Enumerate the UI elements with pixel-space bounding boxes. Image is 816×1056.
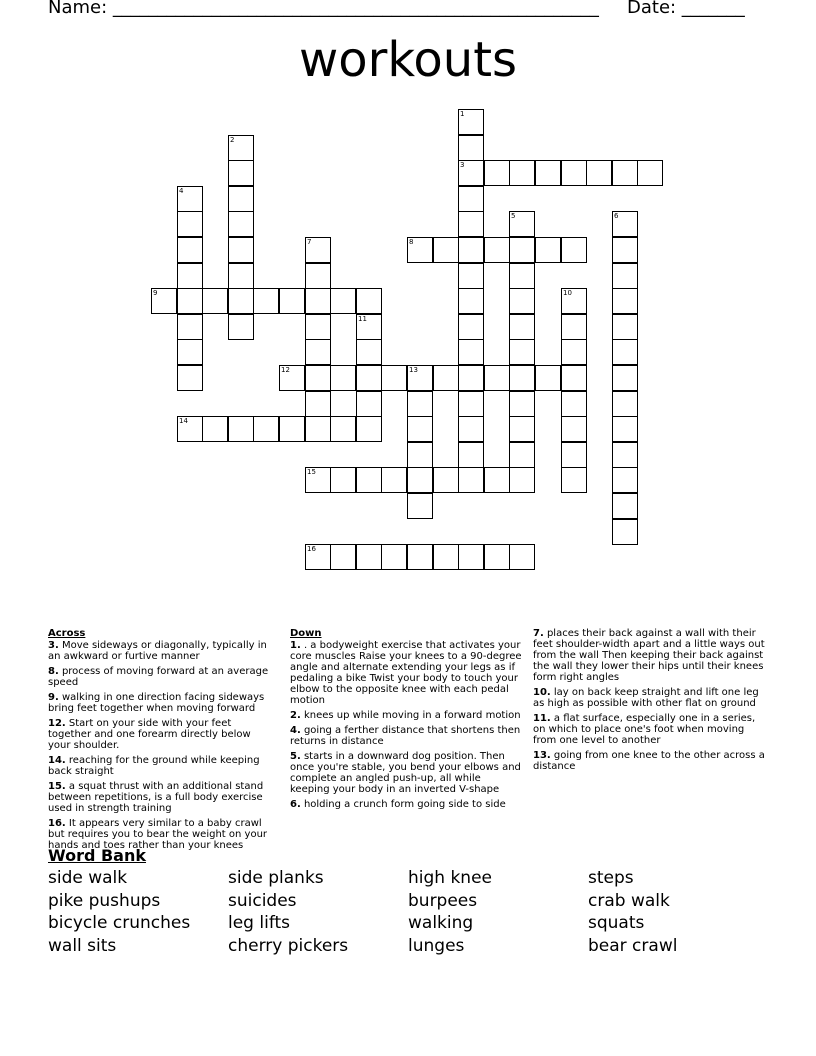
grid-cell[interactable]: [228, 186, 254, 212]
clue-number: 10: [563, 289, 572, 297]
down-clues: [290, 628, 522, 814]
clue-number: 14: [179, 417, 188, 425]
clue-item-text: Move sideways or diagonally, typically in an awkward or furtive manner: [48, 640, 267, 662]
clue-item-text: holding a crunch form going side to side: [300, 799, 506, 810]
grid-cell[interactable]: [458, 467, 484, 493]
word-bank-word: squats: [588, 913, 645, 933]
grid-cell[interactable]: [561, 160, 587, 186]
grid-cell[interactable]: [177, 288, 203, 314]
grid-cell[interactable]: [561, 314, 587, 340]
grid-cell[interactable]: [407, 416, 433, 442]
clue-item: [290, 640, 522, 706]
name-field-label: Name: ______________________________________________________: [48, 0, 599, 18]
word-bank-word: lunges: [408, 936, 465, 956]
grid-cell[interactable]: [561, 237, 587, 263]
grid-cell[interactable]: [509, 339, 535, 365]
word-bank-word: bear crawl: [588, 936, 678, 956]
grid-cell[interactable]: [612, 263, 638, 289]
grid-cell[interactable]: [305, 237, 331, 263]
grid-cell[interactable]: [458, 160, 484, 186]
clue-item-number: 2.: [290, 710, 301, 721]
grid-cell[interactable]: [458, 544, 484, 570]
grid-cell[interactable]: [484, 365, 510, 391]
grid-cell[interactable]: [305, 314, 331, 340]
grid-cell[interactable]: [484, 467, 510, 493]
grid-cell[interactable]: [305, 365, 331, 391]
clue-number: 13: [409, 366, 418, 374]
grid-cell[interactable]: [458, 416, 484, 442]
clue-item-text: reaching for the ground while keeping back straight: [48, 755, 260, 777]
grid-cell[interactable]: [177, 365, 203, 391]
grid-cell[interactable]: [458, 109, 484, 135]
clue-item-number: 5.: [290, 751, 301, 762]
across-clues: [48, 628, 276, 855]
grid-cell[interactable]: [433, 544, 459, 570]
clue-number: 12: [281, 366, 290, 374]
grid-cell[interactable]: [586, 160, 612, 186]
grid-cell[interactable]: [381, 365, 407, 391]
grid-cell[interactable]: [330, 467, 356, 493]
clue-number: 3: [460, 161, 465, 169]
grid-cell[interactable]: [484, 237, 510, 263]
clue-item-text: It appears very similar to a baby crawl but requires you to bear the weight on your hands and toes rather than your knees: [48, 818, 268, 851]
grid-cell[interactable]: [407, 442, 433, 468]
grid-cell[interactable]: [458, 339, 484, 365]
grid-cell[interactable]: [612, 442, 638, 468]
word-bank-word: walking: [408, 913, 474, 933]
clue-item: [48, 692, 276, 714]
grid-cell[interactable]: [561, 339, 587, 365]
grid-cell[interactable]: [177, 186, 203, 212]
clue-item: [290, 725, 522, 747]
clue-number: 6: [614, 212, 619, 220]
date-field-label: Date: _______: [627, 0, 745, 18]
grid-cell[interactable]: [458, 135, 484, 161]
grid-cell[interactable]: [407, 493, 433, 519]
clue-item: [290, 751, 522, 795]
clue-item-number: 11.: [533, 713, 551, 724]
clue-number: 9: [153, 289, 158, 297]
grid-cell[interactable]: [509, 442, 535, 468]
clue-number: 4: [179, 187, 184, 195]
grid-cell[interactable]: [561, 467, 587, 493]
grid-cell[interactable]: [458, 365, 484, 391]
grid-cell[interactable]: [381, 467, 407, 493]
word-bank-word: crab walk: [588, 891, 670, 911]
grid-cell[interactable]: [279, 365, 305, 391]
clue-item-text: . a bodyweight exercise that activates your core muscles Raise your knees to a 90-degree angle and alternate extending your legs as if pedaling a bike Twist your body to touch your elbow to the opposite knee with each pedal motion: [290, 640, 522, 706]
grid-cell[interactable]: [612, 519, 638, 545]
grid-cell[interactable]: [305, 416, 331, 442]
grid-cell[interactable]: [509, 416, 535, 442]
word-bank-word: suicides: [228, 891, 297, 911]
grid-cell[interactable]: [509, 314, 535, 340]
grid-cell[interactable]: [458, 442, 484, 468]
grid-cell[interactable]: [330, 416, 356, 442]
grid-cell[interactable]: [279, 288, 305, 314]
clue-item: [533, 687, 769, 709]
grid-cell[interactable]: [509, 467, 535, 493]
grid-cell[interactable]: [305, 263, 331, 289]
grid-cell[interactable]: [561, 288, 587, 314]
clue-number: 11: [358, 315, 367, 323]
word-bank-word: pike pushups: [48, 891, 161, 911]
down-heading: Down: [290, 628, 322, 639]
clue-item-number: 10.: [533, 687, 551, 698]
grid-cell[interactable]: [561, 416, 587, 442]
grid-cell[interactable]: [561, 365, 587, 391]
grid-cell[interactable]: [228, 211, 254, 237]
grid-cell[interactable]: [407, 365, 433, 391]
clue-item: [48, 781, 276, 814]
clue-number: 2: [230, 136, 235, 144]
grid-cell[interactable]: [177, 263, 203, 289]
grid-cell[interactable]: [356, 467, 382, 493]
down-clues-continued: [533, 628, 769, 776]
grid-cell[interactable]: [228, 160, 254, 186]
grid-cell[interactable]: [356, 544, 382, 570]
clue-item-text: knees up while moving in a forward motion: [300, 710, 521, 721]
grid-cell[interactable]: [484, 544, 510, 570]
grid-cell[interactable]: [535, 160, 561, 186]
clue-item-number: 1.: [290, 640, 301, 651]
clue-number: 1: [460, 110, 465, 118]
clue-item: [48, 640, 276, 662]
grid-cell[interactable]: [612, 211, 638, 237]
grid-cell[interactable]: [253, 288, 279, 314]
clue-item-text: process of moving forward at an average speed: [48, 666, 269, 688]
word-bank-word: wall sits: [48, 936, 117, 956]
word-bank-word: high knee: [408, 868, 493, 888]
grid-cell[interactable]: [202, 288, 228, 314]
page-title: workouts: [298, 32, 518, 88]
grid-cell[interactable]: [228, 416, 254, 442]
grid-cell[interactable]: [458, 288, 484, 314]
clue-item-text: starts in a downward dog position. Then once you're stable, you bend your elbows and complete an angled push-up, all while keeping your body in an inverted V-shape: [290, 751, 521, 795]
grid-cell[interactable]: [458, 391, 484, 417]
grid-cell[interactable]: [228, 314, 254, 340]
grid-cell[interactable]: [356, 339, 382, 365]
grid-cell[interactable]: [612, 237, 638, 263]
grid-cell[interactable]: [407, 467, 433, 493]
grid-cell[interactable]: [330, 544, 356, 570]
clue-item: [533, 750, 769, 772]
grid-cell[interactable]: [612, 339, 638, 365]
clue-item-text: a flat surface, especially one in a series, on which to place one's foot when moving from one level to another: [533, 713, 756, 746]
clue-item-number: 16.: [48, 818, 66, 829]
grid-cell[interactable]: [612, 391, 638, 417]
grid-cell[interactable]: [305, 544, 331, 570]
grid-cell[interactable]: [177, 339, 203, 365]
grid-cell[interactable]: [253, 416, 279, 442]
grid-cell[interactable]: [637, 160, 663, 186]
clue-item: [533, 713, 769, 746]
grid-cell[interactable]: [228, 135, 254, 161]
grid-cell[interactable]: [509, 160, 535, 186]
clue-item-text: going a ferther distance that shortens then returns in distance: [290, 725, 521, 747]
clue-item-number: 7.: [533, 628, 544, 639]
word-bank-word: bicycle crunches: [48, 913, 191, 933]
grid-cell[interactable]: [509, 391, 535, 417]
clue-item-text: lay on back keep straight and lift one leg as high as possible with other flat on ground: [533, 687, 759, 709]
grid-cell[interactable]: [509, 544, 535, 570]
clue-item-number: 13.: [533, 750, 551, 761]
clue-item: [48, 718, 276, 751]
grid-cell[interactable]: [305, 391, 331, 417]
grid-cell[interactable]: [228, 237, 254, 263]
grid-cell[interactable]: [612, 493, 638, 519]
clue-item-text: going from one knee to the other across a distance: [533, 750, 765, 772]
grid-cell[interactable]: [433, 365, 459, 391]
grid-cell[interactable]: [561, 391, 587, 417]
clue-number: 7: [307, 238, 312, 246]
grid-cell[interactable]: [381, 544, 407, 570]
clue-item-text: walking in one direction facing sideways bring feet together when moving forward: [48, 692, 265, 714]
grid-cell[interactable]: [177, 416, 203, 442]
grid-cell[interactable]: [509, 288, 535, 314]
grid-cell[interactable]: [356, 314, 382, 340]
word-bank-word: steps: [588, 868, 634, 888]
clue-item-number: 3.: [48, 640, 59, 651]
word-bank-word: side planks: [228, 868, 324, 888]
grid-cell[interactable]: [177, 237, 203, 263]
across-heading: Across: [48, 628, 86, 639]
clue-item: [48, 666, 276, 688]
clue-item: [290, 710, 522, 721]
grid-cell[interactable]: [356, 365, 382, 391]
grid-cell[interactable]: [279, 416, 305, 442]
grid-cell[interactable]: [561, 442, 587, 468]
grid-cell[interactable]: [356, 391, 382, 417]
grid-cell[interactable]: [612, 314, 638, 340]
clue-item-number: 12.: [48, 718, 66, 729]
grid-cell[interactable]: [330, 365, 356, 391]
grid-cell[interactable]: [407, 237, 433, 263]
grid-cell[interactable]: [305, 339, 331, 365]
clue-number: 8: [409, 238, 414, 246]
grid-cell[interactable]: [356, 416, 382, 442]
grid-cell[interactable]: [228, 263, 254, 289]
grid-cell[interactable]: [177, 314, 203, 340]
clue-item: [48, 755, 276, 777]
grid-cell[interactable]: [330, 288, 356, 314]
grid-cell[interactable]: [407, 544, 433, 570]
grid-cell[interactable]: [509, 211, 535, 237]
clue-item-number: 8.: [48, 666, 59, 677]
grid-cell[interactable]: [612, 467, 638, 493]
grid-cell[interactable]: [509, 237, 535, 263]
clue-number: 15: [307, 468, 316, 476]
clue-item-text: Start on your side with your feet together and one forearm directly below your shoulder.: [48, 718, 251, 751]
clue-item-number: 14.: [48, 755, 66, 766]
word-bank-word: burpees: [408, 891, 478, 911]
grid-cell[interactable]: [228, 288, 254, 314]
grid-cell[interactable]: [433, 237, 459, 263]
grid-cell[interactable]: [407, 391, 433, 417]
word-bank-word: leg lifts: [228, 913, 291, 933]
grid-cell[interactable]: [535, 237, 561, 263]
grid-cell[interactable]: [356, 288, 382, 314]
clue-item-text: a squat thrust with an additional stand between repetitions, is a full body exercise used in strength training: [48, 781, 264, 814]
grid-cell[interactable]: [305, 288, 331, 314]
grid-cell[interactable]: [612, 160, 638, 186]
clue-item-number: 6.: [290, 799, 301, 810]
grid-cell[interactable]: [305, 467, 331, 493]
grid-cell[interactable]: [177, 211, 203, 237]
clue-item-number: 9.: [48, 692, 59, 703]
clue-item-text: places their back against a wall with their feet shoulder-width apart and a little ways out from the wall Then keeping their back against the wall they lower their hips until their knees form right angles: [533, 628, 765, 683]
grid-cell[interactable]: [509, 263, 535, 289]
grid-cell[interactable]: [458, 263, 484, 289]
grid-cell[interactable]: [151, 288, 177, 314]
grid-cell[interactable]: [612, 416, 638, 442]
grid-cell[interactable]: [433, 467, 459, 493]
grid-cell[interactable]: [458, 211, 484, 237]
grid-cell[interactable]: [484, 160, 510, 186]
clue-item-number: 4.: [290, 725, 301, 736]
word-bank-word: cherry pickers: [228, 936, 349, 956]
grid-cell[interactable]: [612, 365, 638, 391]
clue-item: [290, 799, 522, 810]
grid-cell[interactable]: [458, 186, 484, 212]
grid-cell[interactable]: [509, 365, 535, 391]
clue-item-number: 15.: [48, 781, 66, 792]
grid-cell[interactable]: [458, 237, 484, 263]
grid-cell[interactable]: [612, 288, 638, 314]
word-bank-word: side walk: [48, 868, 128, 888]
clue-number: 16: [307, 545, 316, 553]
grid-cell[interactable]: [202, 416, 228, 442]
grid-cell[interactable]: [535, 365, 561, 391]
clue-item: [533, 628, 769, 683]
clue-number: 5: [511, 212, 516, 220]
word-bank-title: Word Bank: [48, 846, 147, 865]
grid-cell[interactable]: [458, 314, 484, 340]
